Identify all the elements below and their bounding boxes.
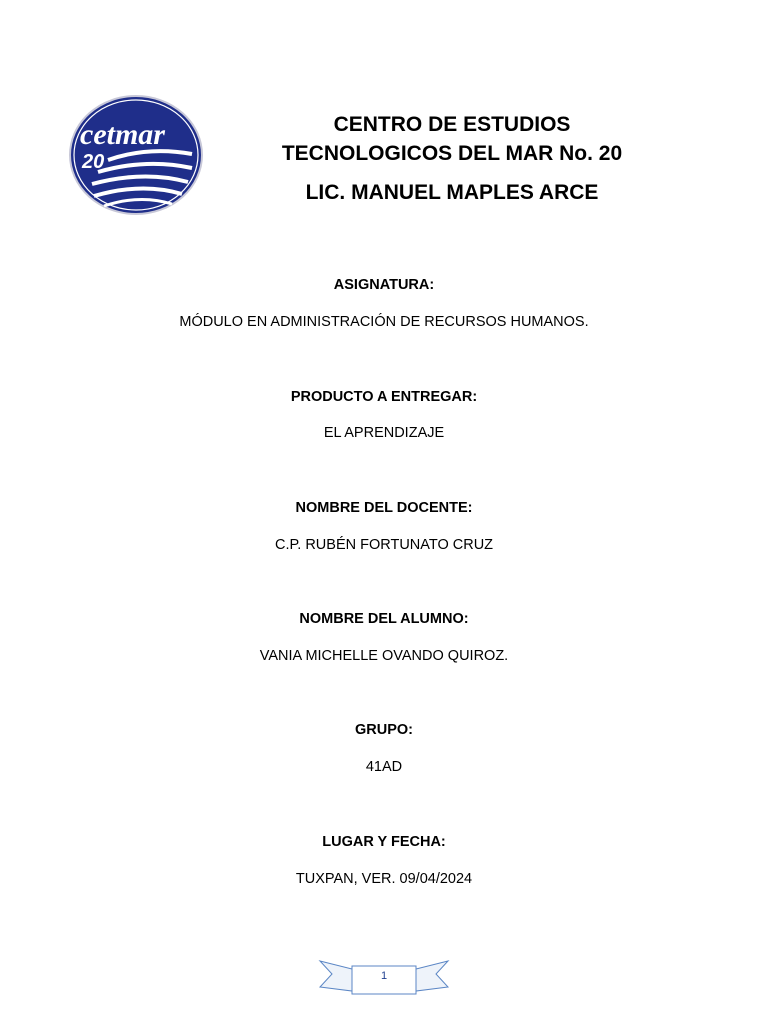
school-name [260,110,644,168]
school-name-line1: CENTRO DE ESTUDIOS [333,113,571,136]
section-label-docente: NOMBRE DEL DOCENTE: [295,500,473,516]
svg-text:cetmar: cetmar [80,118,165,151]
section-value-asignatura: MÓDULO EN ADMINISTRACIÓN DE RECURSOS HUMANOS. [179,314,589,330]
school-name-line2: TECNOLOGICOS DEL MAR No. 20 [281,142,623,165]
school-subtitle: LIC. MANUEL MAPLES ARCE [305,181,599,204]
section-label-lugar-fecha: LUGAR Y FECHA: [322,834,446,850]
section-value-producto: EL APRENDIZAJE [323,425,445,441]
section-label-alumno: NOMBRE DEL ALUMNO: [299,611,469,627]
page-number: 1 [380,970,388,982]
section-value-grupo: 41AD [365,759,403,775]
section-value-lugar-fecha: TUXPAN, VER. 09/04/2024 [295,871,473,887]
section-label-asignatura: ASIGNATURA: [333,277,435,293]
section-value-docente: C.P. RUBÉN FORTUNATO CRUZ [274,537,494,553]
section-value-alumno: VANIA MICHELLE OVANDO QUIROZ. [259,648,509,664]
section-label-producto: PRODUCTO A ENTREGAR: [290,389,478,405]
cetmar-logo [68,94,204,216]
svg-text:20: 20 [82,151,105,173]
section-label-grupo: GRUPO: [355,722,413,738]
